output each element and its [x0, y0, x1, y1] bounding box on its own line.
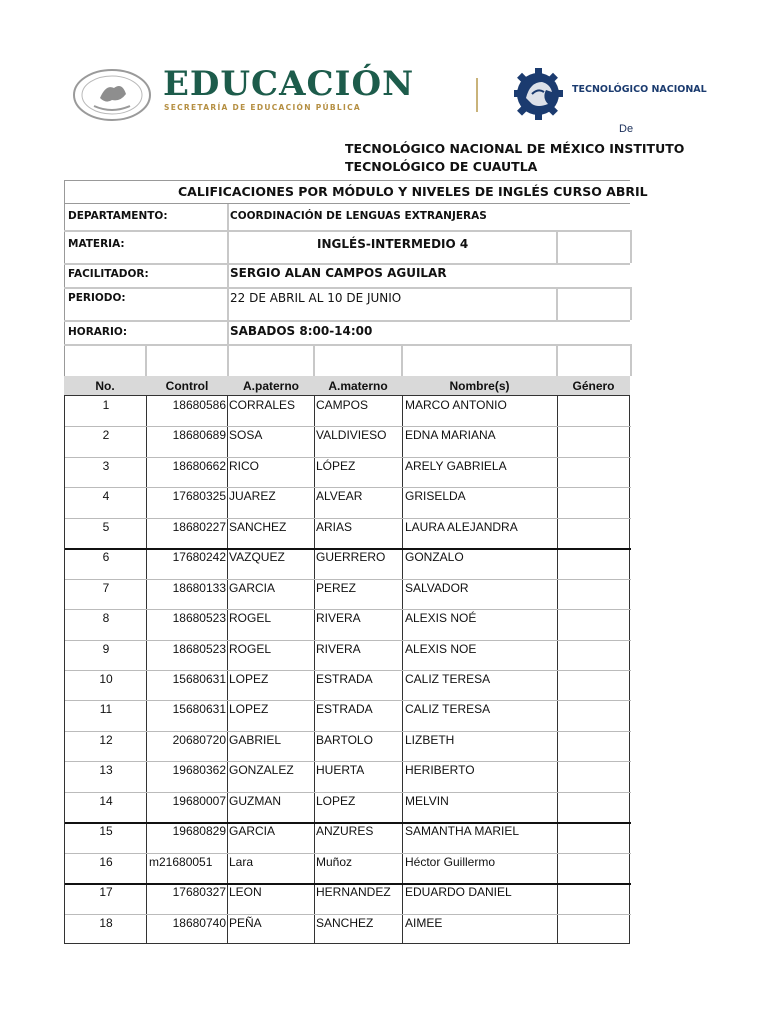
- row-number: 3: [102, 458, 110, 473]
- row-apaterno: ROGEL: [229, 641, 272, 656]
- row-nombres: GONZALO: [405, 550, 464, 565]
- row-apaterno: GONZALEZ: [229, 763, 294, 778]
- logo-divider: [476, 78, 478, 112]
- row-divider: [65, 579, 631, 580]
- table-row: [65, 426, 631, 456]
- row-control: 18680662: [172, 458, 226, 473]
- row-divider: [65, 487, 631, 488]
- header-no: No.: [95, 379, 115, 393]
- row-divider: [65, 914, 631, 915]
- row-control: 15680631: [172, 672, 226, 686]
- students-table: [64, 396, 630, 944]
- row-apaterno: LEON: [229, 885, 262, 900]
- de-text: De: [619, 123, 634, 135]
- header-genero: Género: [572, 379, 615, 393]
- table-row: [65, 487, 631, 517]
- row-amaterno: VALDIVIESO: [316, 428, 387, 443]
- row-control: 18680523: [172, 611, 226, 626]
- row-number: 8: [102, 611, 110, 626]
- row-divider: [65, 883, 631, 885]
- row-apaterno: GARCIA: [229, 824, 276, 839]
- info-col-divider: [630, 230, 632, 263]
- info-col-divider: [630, 344, 632, 376]
- row-nombres: Héctor Guillermo: [405, 854, 496, 869]
- row-divider: [65, 761, 631, 762]
- row-apaterno: LOPEZ: [229, 702, 269, 717]
- info-col-divider: [556, 344, 558, 376]
- row-number: 18: [99, 915, 113, 930]
- row-apaterno: JUAREZ: [229, 489, 276, 504]
- row-amaterno: HUERTA: [316, 763, 365, 778]
- row-apaterno: GABRIEL: [229, 732, 282, 747]
- educacion-logo-title: EDUCACIÓN: [163, 64, 415, 104]
- row-nombres: ARELY GABRIELA: [405, 458, 507, 473]
- table-row: [65, 396, 631, 426]
- row-amaterno: ANZURES: [316, 824, 374, 839]
- table-row: [65, 700, 631, 730]
- table-row: [65, 640, 631, 670]
- periodo-row: [64, 287, 630, 320]
- row-nombres: ALEXIS NOE: [405, 641, 477, 656]
- sheet-title-row: [64, 180, 648, 204]
- row-nombres: GRISELDA: [405, 489, 466, 504]
- header-apaterno: A.paterno: [242, 379, 299, 393]
- row-divider: [65, 518, 631, 519]
- header-nombres: Nombre(s): [449, 379, 510, 393]
- row-control: 18680740: [172, 915, 226, 930]
- row-nombres: MARCO ANTONIO: [405, 398, 507, 412]
- row-number: 6: [102, 550, 110, 565]
- table-row: [65, 548, 631, 578]
- row-control: 17680327: [172, 885, 226, 900]
- info-col-divider: [313, 344, 315, 376]
- blank-row: [64, 344, 630, 376]
- row-control: 17680242: [172, 550, 226, 565]
- departamento-row: [64, 204, 630, 230]
- row-apaterno: PEÑA: [229, 915, 262, 930]
- table-row: [65, 670, 631, 700]
- row-nombres: SAMANTHA MARIEL: [405, 824, 520, 839]
- row-control: 19680007: [172, 793, 226, 808]
- row-number: 11: [99, 702, 113, 717]
- table-row: [65, 457, 631, 487]
- row-apaterno: VAZQUEZ: [229, 550, 285, 565]
- info-divider: [64, 287, 630, 289]
- row-divider: [65, 640, 631, 641]
- row-nombres: ALEXIS NOÉ: [405, 611, 477, 626]
- info-col-divider: [630, 287, 632, 320]
- row-apaterno: RICO: [229, 458, 259, 473]
- mexico-seal-logo: [70, 68, 154, 122]
- row-divider: [65, 822, 631, 824]
- row-amaterno: CAMPOS: [316, 398, 369, 412]
- row-amaterno: RIVERA: [316, 611, 361, 626]
- info-col-divider: [556, 230, 558, 263]
- row-control: 17680325: [172, 489, 226, 504]
- row-control: 19680362: [172, 763, 226, 778]
- info-divider: [64, 230, 630, 232]
- educacion-logo-subtitle: SECRETARÍA DE EDUCACIÓN PÚBLICA: [164, 103, 361, 112]
- row-apaterno: GUZMAN: [229, 793, 281, 808]
- row-divider: [65, 792, 631, 793]
- row-divider: [65, 426, 631, 427]
- row-apaterno: SOSA: [229, 428, 263, 443]
- table-header-row: [64, 376, 630, 396]
- tecnm-gear-logo: [512, 68, 568, 120]
- table-row: [65, 609, 631, 639]
- info-col-divider: [556, 287, 558, 320]
- row-amaterno: RIVERA: [316, 641, 361, 656]
- row-number: 12: [99, 732, 113, 747]
- horario-value: SABADOS 8:00-14:00: [230, 324, 373, 338]
- info-col-divider: [401, 344, 403, 376]
- facilitador-value: SERGIO ALAN CAMPOS AGUILAR: [230, 266, 447, 280]
- row-divider: [65, 853, 631, 854]
- row-divider: [65, 731, 631, 732]
- row-amaterno: ESTRADA: [316, 702, 373, 717]
- row-number: 5: [102, 519, 110, 534]
- periodo-label: PERIODO:: [68, 292, 126, 304]
- row-control: 18680523: [172, 641, 226, 656]
- header-control: Control: [165, 379, 209, 393]
- row-control: m21680051: [149, 854, 213, 869]
- row-nombres: LAURA ALEJANDRA: [405, 519, 518, 534]
- header-amaterno: A.materno: [328, 379, 388, 393]
- sheet-title: CALIFICACIONES POR MÓDULO Y NIVELES DE INGLÉS CURSO ABRIL: [178, 184, 648, 199]
- facilitador-label: FACILITADOR:: [68, 268, 149, 280]
- row-control: 19680829: [172, 824, 226, 839]
- info-col-divider: [227, 204, 229, 376]
- row-nombres: CALIZ TERESA: [405, 702, 491, 717]
- row-amaterno: LOPEZ: [316, 793, 356, 808]
- row-number: 10: [99, 672, 113, 686]
- row-amaterno: ARIAS: [316, 519, 353, 534]
- row-apaterno: SANCHEZ: [229, 519, 287, 534]
- row-number: 14: [99, 793, 113, 808]
- row-number: 1: [102, 398, 110, 412]
- row-apaterno: Lara: [229, 854, 254, 869]
- row-number: 7: [102, 580, 110, 595]
- row-divider: [65, 548, 631, 550]
- row-nombres: SALVADOR: [405, 580, 469, 595]
- horario-row: [64, 320, 630, 344]
- table-row: [65, 792, 631, 822]
- row-divider: [65, 457, 631, 458]
- table-row: [65, 853, 631, 883]
- materia-value: INGLÉS-INTERMEDIO 4: [317, 237, 469, 251]
- materia-label: MATERIA:: [68, 238, 125, 250]
- row-nombres: MELVIN: [405, 793, 449, 808]
- departamento-label: DEPARTAMENTO:: [68, 210, 168, 222]
- row-nombres: EDUARDO DANIEL: [405, 885, 512, 900]
- row-apaterno: LOPEZ: [229, 672, 269, 686]
- table-row: [65, 761, 631, 791]
- row-control: 18680133: [172, 580, 226, 595]
- row-nombres: HERIBERTO: [405, 763, 475, 778]
- row-number: 16: [99, 854, 113, 869]
- row-nombres: AIMEE: [405, 915, 443, 930]
- table-row: [65, 914, 631, 944]
- row-divider: [65, 670, 631, 671]
- horario-label: HORARIO:: [68, 326, 128, 338]
- row-control: 20680720: [172, 732, 226, 747]
- row-number: 15: [99, 824, 113, 839]
- table-row: [65, 883, 631, 913]
- row-control: 18680586: [172, 398, 226, 412]
- facilitador-row: [64, 263, 630, 287]
- row-nombres: EDNA MARIANA: [405, 428, 496, 443]
- row-control: 18680227: [172, 519, 226, 534]
- row-nombres: CALIZ TERESA: [405, 672, 491, 686]
- info-col-divider: [145, 344, 147, 376]
- row-control: 18680689: [172, 428, 226, 443]
- row-amaterno: BARTOLO: [316, 732, 373, 747]
- departamento-value: COORDINACIÓN DE LENGUAS EXTRANJERAS: [230, 210, 487, 222]
- tecnm-logo-text: TECNOLÓGICO NACIONAL: [572, 84, 707, 95]
- row-apaterno: GARCIA: [229, 580, 276, 595]
- row-amaterno: ALVEAR: [316, 489, 363, 504]
- row-apaterno: ROGEL: [229, 611, 272, 626]
- row-amaterno: HERNANDEZ: [316, 885, 391, 900]
- row-nombres: LIZBETH: [405, 732, 455, 747]
- row-number: 13: [99, 763, 113, 778]
- institution-name: TECNOLÓGICO NACIONAL DE MÉXICO INSTITUTO TECNOLÓGICO DE CUAUTLA: [345, 141, 685, 174]
- info-divider: [64, 320, 630, 322]
- row-control: 15680631: [172, 702, 226, 717]
- row-amaterno: Muñoz: [316, 854, 353, 869]
- table-row: [65, 822, 631, 852]
- row-apaterno: CORRALES: [229, 398, 296, 412]
- table-row: [65, 579, 631, 609]
- table-row: [65, 731, 631, 761]
- row-amaterno: GUERRERO: [316, 550, 386, 565]
- row-amaterno: SANCHEZ: [316, 915, 374, 930]
- row-amaterno: ESTRADA: [316, 672, 373, 686]
- periodo-value: 22 DE ABRIL AL 10 DE JUNIO: [230, 291, 402, 305]
- info-divider: [64, 344, 630, 346]
- info-divider: [64, 263, 630, 265]
- table-row: [65, 518, 631, 548]
- row-number: 4: [102, 489, 110, 504]
- row-divider: [65, 700, 631, 701]
- materia-row: [64, 230, 630, 263]
- row-divider: [65, 609, 631, 610]
- row-amaterno: LÓPEZ: [316, 458, 356, 473]
- row-number: 9: [102, 641, 110, 656]
- row-number: 2: [102, 428, 110, 443]
- row-amaterno: PEREZ: [316, 580, 357, 595]
- row-number: 17: [99, 885, 113, 900]
